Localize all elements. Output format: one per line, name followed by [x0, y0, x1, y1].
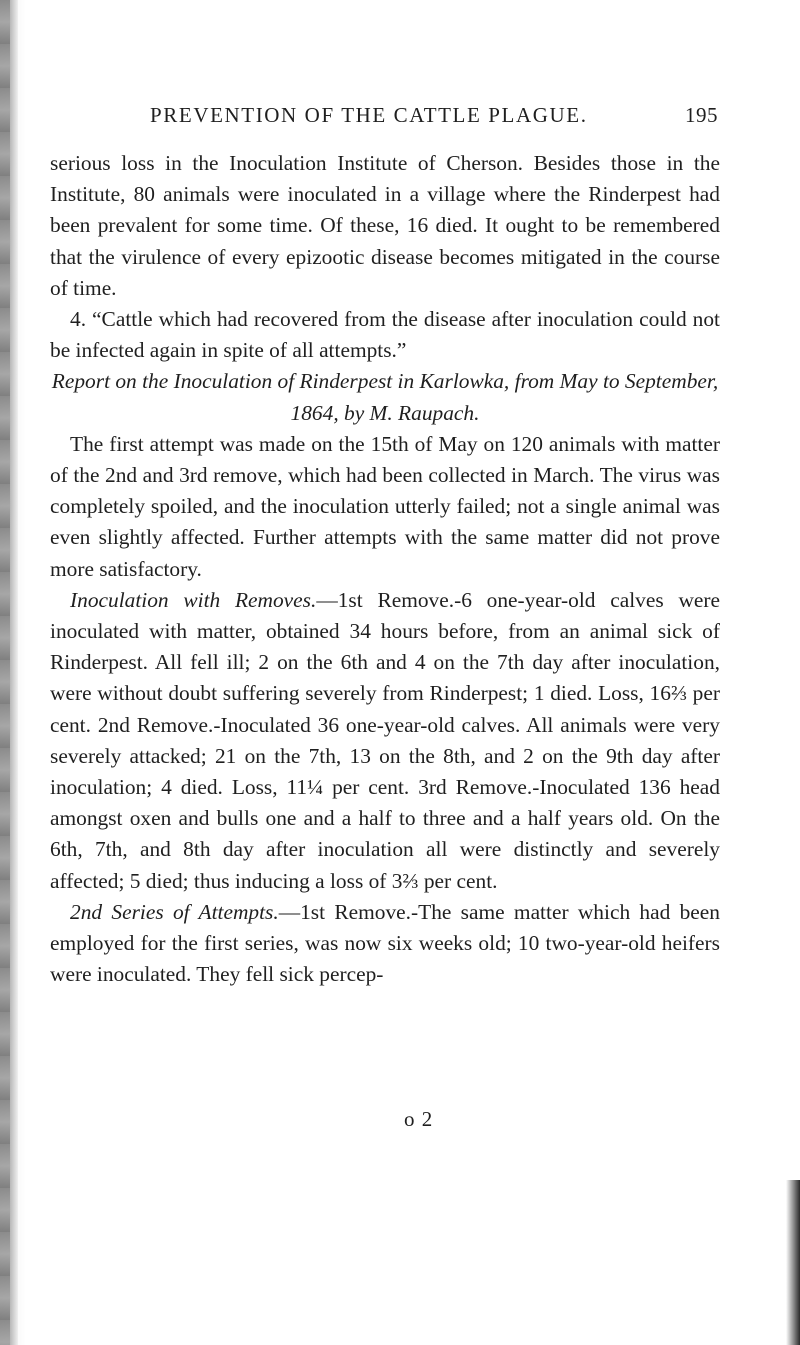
running-header: [150, 103, 718, 133]
binding-edge: [0, 0, 10, 1345]
paragraph-cherson: serious loss in the Inoculation Institute of Cherson. Besides those in the Institute, 80 animals were inoculated in a village where the Rinderpest had been prevalent for some time. Of these, 16 died. It ought to be remembered that the virulence of every epizootic disease becomes mitigated in the course of time.: [50, 151, 720, 300]
page-number: 195: [685, 103, 718, 127]
removes-body: —1st Remove.-6 one-year-old calves were inoculated with matter, obtained 34 hours before, from an animal sick of Rinderpest. All fell ill; 2 on the 6th and 4 on the 7th day after inoculation, were without doubt suffering severely from Rinderpest; 1 died. Loss, 16⅔ per cent. 2nd Remove.-Inoculated 36 one-year-old calves. All animals were very severely attacked; 21 on the 7th, 13 on the 8th, and 2 on the 9th day after inoculation; 4 died. Loss, 11¼ per cent. 3rd Remove.-Inoculated 136 head amongst oxen and bulls one and a half to three and a half years old. On the 6th, 7th, and 8th day after inoculation all were distinctly and severely affected; 5 died; thus inducing a loss of 3⅔ per cent.: [50, 587, 721, 893]
page-edge-shadow: [786, 1180, 800, 1345]
paragraph-recovered-cattle: 4. “Cattle which had recovered from the disease after inoculation could not be infected again in spite of all attempts.”: [50, 307, 720, 363]
second-series-body: —1st Remove.-The same matter which had been employed for the first series, was now six weeks old; 10 two-year-old heifers were inoculated. They fell sick percep-: [50, 899, 720, 987]
binding-shadow: [10, 0, 18, 1345]
removes-lead: Inoculation with Removes.: [70, 587, 317, 612]
report-heading: Report on the Inoculation of Rinderpest in Karlowka, from May to September, 1864, by M. Raupach.: [51, 369, 719, 425]
paragraph-first-attempt: The first attempt was made on the 15th of May on 120 animals with matter of the 2nd and 3rd remove, which had been collected in March. The virus was completely spoiled, and the inoculation utterly failed; not a single animal was even slightly affected. Further attempts with the same matter did not prove more satisfactory.: [50, 431, 720, 581]
running-title: PREVENTION OF THE CATTLE PLAGUE.: [150, 103, 588, 127]
paragraph-removes: [50, 585, 720, 897]
body-text: [50, 148, 720, 990]
paragraph-second-series: [50, 897, 720, 991]
second-series-lead: 2nd Series of Attempts.: [70, 899, 279, 924]
signature-mark: o 2: [404, 1107, 434, 1131]
